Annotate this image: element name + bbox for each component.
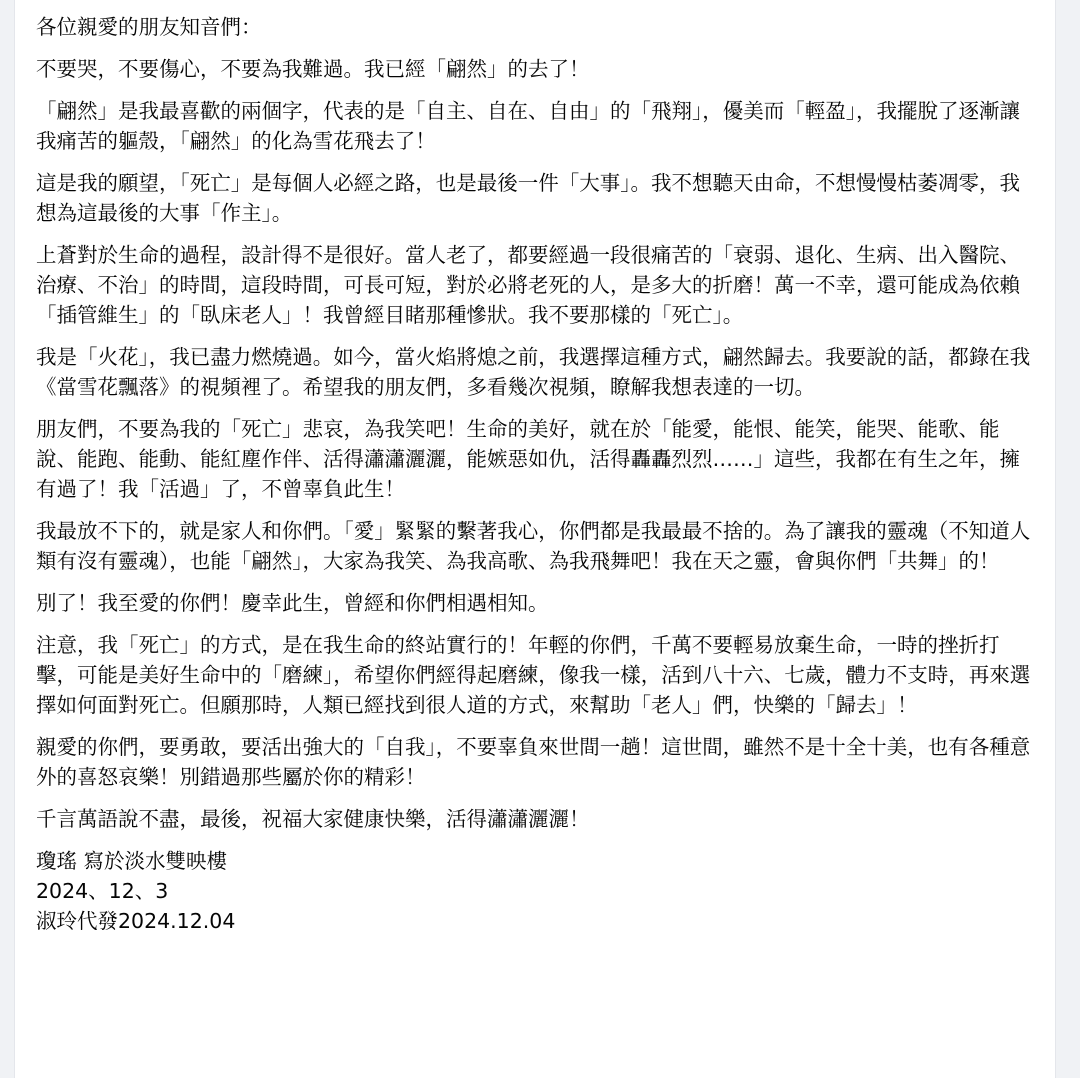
paragraph: 朋友們，不要為我的「死亡」悲哀，為我笑吧！生命的美好，就在於「能愛，能恨、能笑，能哭、能歌、能說、能跑、能動、能紅塵作伴、活得瀟瀟灑灑，能嫉惡如仇，活得轟轟烈烈……」這些，我都在有生之年，擁有過了！我「活過」了，不曾辜負此生！	[36, 417, 1020, 501]
date-line: 2024、12、3	[36, 879, 169, 903]
signature-block	[36, 846, 1036, 936]
author-line: 瓊瑤 寫於淡水雙映樓	[36, 849, 228, 873]
paragraph: 親愛的你們，要勇敢，要活出強大的「自我」，不要辜負來世間一趟！這世間，雖然不是十全十美，也有各種意外的喜怒哀樂！別錯過那些屬於你的精彩！	[36, 735, 1031, 789]
paragraph: 不要哭，不要傷心，不要為我難過。我已經「翩然」的去了！	[36, 57, 590, 81]
posted-by-line: 淑玲代發2024.12.04	[36, 909, 236, 933]
paragraph: 我是「火花」，我已盡力燃燒過。如今，當火焰將熄之前，我選擇這種方式，翩然歸去。我要說的話，都錄在我《當雪花飄落》的視頻裡了。希望我的朋友們，多看幾次視頻，瞭解我想表達的一切。	[36, 345, 1031, 399]
paragraph: 千言萬語說不盡，最後，祝福大家健康快樂，活得瀟瀟灑灑！	[36, 807, 590, 831]
greeting: 各位親愛的朋友知音們：	[36, 15, 262, 39]
paragraph: 這是我的願望，「死亡」是每個人必經之路，也是最後一件「大事」。我不想聽天由命，不想慢慢枯萎凋零，我想為這最後的大事「作主」。	[36, 171, 1020, 225]
paragraph: 「翩然」是我最喜歡的兩個字，代表的是「自主、自在、自由」的「飛翔」，優美而「輕盈」，我擺脫了逐漸讓我痛苦的軀殼，「翩然」的化為雪花飛去了！	[36, 99, 1020, 153]
post-card	[14, 0, 1056, 1078]
paragraph: 注意，我「死亡」的方式，是在我生命的終站實行的！年輕的你們，千萬不要輕易放棄生命，一時的挫折打擊，可能是美好生命中的「磨練」，希望你們經得起磨練，像我一樣，活到八十六、七歲，體力不支時，再來選擇如何面對死亡。但願那時，人類已經找到很人道的方式，來幫助「老人」們，快樂的「歸去」！	[36, 633, 1031, 717]
paragraph: 別了！我至愛的你們！慶幸此生，曾經和你們相遇相知。	[36, 591, 549, 615]
paragraph: 上蒼對於生命的過程，設計得不是很好。當人老了，都要經過一段很痛苦的「衰弱、退化、生病、出入醫院、治療、不治」的時間，這段時間，可長可短，對於必將老死的人，是多大的折磨！萬一不幸，還可能成為依賴「插管維生」的「臥床老人」！我曾經目睹那種慘狀。我不要那樣的「死亡」。	[36, 243, 1020, 327]
paragraph: 我最放不下的，就是家人和你們。「愛」緊緊的繫著我心，你們都是我最最不捨的。為了讓我的靈魂（不知道人類有沒有靈魂），也能「翩然」，大家為我笑、為我高歌、為我飛舞吧！我在天之靈，會與你們「共舞」的！	[36, 519, 1031, 573]
post-body	[36, 12, 1036, 936]
